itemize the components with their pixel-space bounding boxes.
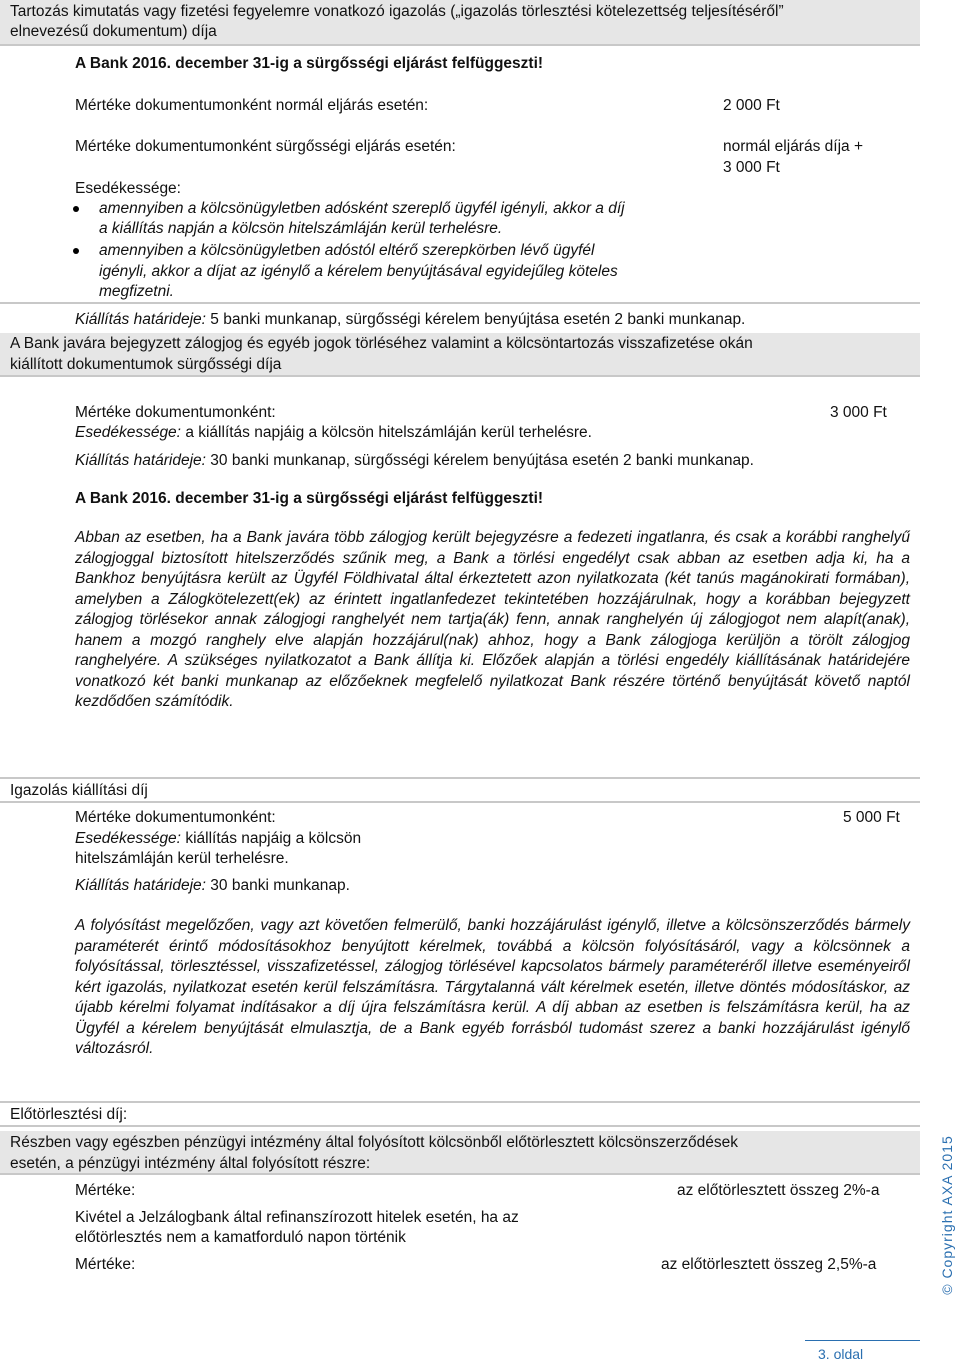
bullet-icon — [73, 206, 79, 212]
bullet1-line1: amennyiben a kölcsönügyletben adósként szereplő ügyfél igényli, akkor a díj — [99, 200, 625, 217]
deadline-value: 30 banki munkanap, sürgősségi kérelem benyújtása esetén 2 banki munkanap. — [210, 452, 754, 469]
due-label: Esedékessége: — [75, 830, 181, 847]
normal-fee-label: Mértéke dokumentumonként normál eljárás esetén: — [75, 97, 429, 114]
footer-rule — [805, 1340, 920, 1341]
rate1-label: Mértéke: — [75, 1182, 136, 1199]
due-label: Esedékessége: — [75, 424, 181, 441]
section4-sub-line2: esetén, a pénzügyi intézmény által folyósított részre: — [10, 1155, 371, 1172]
exception-line2: előtörlesztés nem a kamatforduló napon történik — [75, 1229, 406, 1246]
amount-label: Mértéke dokumentumonként: — [75, 404, 276, 421]
suspension-notice: A Bank 2016. december 31-ig a sürgősségi eljárást felfüggeszti! — [75, 55, 544, 72]
due-value-line2: hitelszámláján kerül terhelésre. — [75, 850, 289, 867]
certificate-paragraph: A folyósítást megelőzően, vagy azt követően felmerülő, banki hozzájárulást igénylő, illetve a kölcsönszerződés bármely paraméterét érintő módosításokhoz benyújtott kérelmek, továbbá a kölcsön folyósításáról, vagy a kölcsönnek a folyósítással, törlesztéssel, visszafizetéssel, zálogjog törlésével kapcsolatos bármely paraméteréről illetve eseményeiről kért igazolás, nyilatkozat esetén kerül felszámításra. Tárgytalanná vált kérelmek esetén, illetve döntés módosításkor, az újabb kérelmi folyamat indításakor a díj újra felszámításra kerül. A díj abban az esetben is felszámításra kerül, ha az Ügyfél a kérelem benyújtását elmulasztja, de a Bank egyéb forrásból tudomást szerez a banki hozzájárulást igénylő változásról. — [75, 917, 910, 1057]
due-label: Esedékessége: — [75, 180, 181, 197]
deadline-row — [75, 451, 754, 471]
urgent-fee-value-line2: 3 000 Ft — [723, 159, 780, 176]
urgent-fee-label: Mértéke dokumentumonként sürgősségi eljárás esetén: — [75, 138, 456, 155]
rate2-label: Mértéke: — [75, 1256, 136, 1273]
deadline-row — [75, 876, 350, 896]
normal-fee-value: 2 000 Ft — [723, 97, 780, 114]
urgent-fee-value-line1: normál eljárás díja + — [723, 138, 863, 155]
exception-line1: Kivétel a Jelzálogbank által refinanszírozott hitelek esetén, ha az — [75, 1209, 519, 1226]
page-number: 3. oldal — [818, 1346, 864, 1362]
section1-title-line1: Tartozás kimutatás vagy fizetési fegyelemre vonatkozó igazolás („igazolás törlesztési kötelezettség teljesítéséről” — [10, 3, 784, 20]
section2-title-line1: A Bank javára bejegyzett zálogjog és egyéb jogok törléséhez valamint a kölcsöntartozás visszafizetése okán — [10, 335, 753, 352]
deadline-label: Kiállítás határideje: — [75, 311, 206, 328]
section4-header — [0, 1103, 920, 1127]
bullet2-line1: amennyiben a kölcsönügyletben adóstól eltérő szerepkörben lévő ügyfél — [99, 242, 595, 259]
due-row — [75, 423, 592, 443]
divider — [0, 302, 920, 304]
bullet2-line3: megfizetni. — [99, 283, 174, 300]
mortgage-release-paragraph: Abban az esetben, ha a Bank javára több zálogjog került bejegyzésre a fedezeti ingatlanra, és csak a korábbi ranghelyű zálogjoggal biztosított hitelszerződés szűnik meg, a Bank a törlési engedélyt csak abban az esetben adja ki, ha a Bankhoz benyújtásra került az Ügyfél Földhivatal által érkeztetett azon nyilatkozata (két tanús magánokirati formában), amelyben a Zálogkötelezett(ek) az érintett ingatlanfedezet tekintetében hozzájárulnak, hogy a korábban bejegyzett zálogjog törlésekor annak zálogjogi ranghelyét nem tartja(ák) fenn, annak ranghelyén új zálogjogot nem alapít(anak), hanem a mozgó ranghely elve alapján hozzájárul(nak) ahhoz, hogy a Bank zálogjoga kerüljön a törölt zálogjog ranghelyére. A szükséges nyilatkozatot a Bank állítja ki. Előzőek alapján a törlési engedély kiállításának határidejére vonatkozó két banki munkanap az előzőeknek megfelelő nyilatkozat Bank részére történő benyújtását követő naptól kezdődően számítódik. — [75, 529, 910, 710]
bullet-icon — [73, 248, 79, 254]
due-value: a kiállítás napjáig a kölcsön hitelszámláján kerül terhelésre. — [185, 424, 592, 441]
deadline-value: 5 banki munkanap, sürgősségi kérelem benyújtása esetén 2 banki munkanap. — [210, 311, 746, 328]
bullet1-line2: a kiállítás napján a kölcsön hitelszámláján kerül terhelésre. — [99, 220, 503, 237]
deadline-row — [75, 310, 745, 330]
suspension-notice: A Bank 2016. december 31-ig a sürgősségi eljárást felfüggeszti! — [75, 490, 544, 507]
deadline-label: Kiállítás határideje: — [75, 452, 206, 469]
section3-title: Igazolás kiállítási díj — [10, 782, 148, 799]
copyright-text: © Copyright AXA 2015 — [939, 1135, 955, 1295]
amount-value: 5 000 Ft — [843, 809, 900, 826]
rate2-value: az előtörlesztett összeg 2,5%-a — [661, 1256, 877, 1273]
deadline-value: 30 banki munkanap. — [210, 877, 350, 894]
section4-title: Előtörlesztési díj: — [10, 1106, 128, 1123]
section1-title-line2: elnevezésű dokumentum) díja — [10, 23, 217, 40]
section4-sub-line1: Részben vagy egészben pénzügyi intézmény által folyósított kölcsönből előtörlesztett kölcsönszerződések — [10, 1134, 739, 1151]
section2-title-line2: kiállított dokumentumok sürgősségi díja — [10, 356, 282, 373]
due-value-line1: kiállítás napjáig a kölcsön — [185, 830, 362, 847]
deadline-label: Kiállítás határideje: — [75, 877, 206, 894]
copyright-watermark — [936, 1135, 958, 1295]
bullet2-line2: igényli, akkor a díjat az igénylő a kérelem benyújtásával egyidejűleg köteles — [99, 263, 618, 280]
due-row — [75, 829, 361, 849]
rate1-value: az előtörlesztett összeg 2%-a — [677, 1182, 880, 1199]
amount-value: 3 000 Ft — [830, 404, 887, 421]
amount-label: Mértéke dokumentumonként: — [75, 809, 276, 826]
